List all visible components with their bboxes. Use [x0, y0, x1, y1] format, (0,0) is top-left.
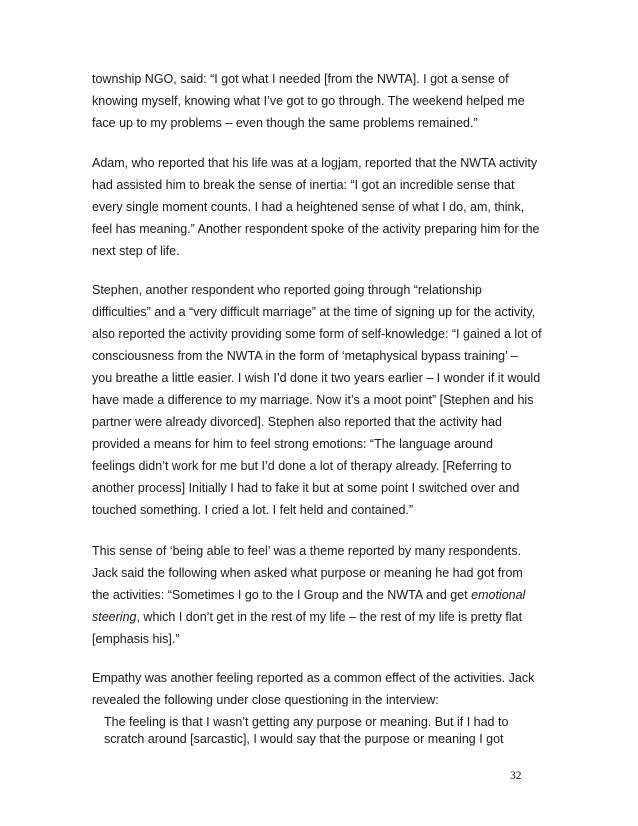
- text-line: township NGO, said: “I got what I needed [from the NWTA]. I got a sense of: [92, 72, 509, 86]
- page-number: 32: [510, 770, 522, 782]
- quote-line: The feeling is that I wasn’t getting any purpose or meaning. But if I had to: [104, 715, 509, 729]
- text-line: touched something. I cried a lot. I felt held and contained.”: [92, 503, 414, 517]
- block-quote: [104, 714, 544, 748]
- text-line: Adam, who reported that his life was at a logjam, reported that the NWTA activity: [92, 156, 538, 170]
- text-line: partner were already divorced]. Stephen also reported that the activity had: [92, 415, 502, 429]
- text-line: had assisted him to break the sense of inertia: “I got an incredible sense that: [92, 178, 515, 192]
- emphasis-text: emotional: [471, 588, 526, 602]
- text-line: you breathe a little easier. I wish I’d done it two years earlier – I wonder if it would: [92, 371, 541, 385]
- text-line: [92, 606, 552, 628]
- text-line: also reported the activity providing some form of self-knowledge: “I gained a lot of: [92, 327, 542, 341]
- text-line: This sense of ‘being able to feel’ was a theme reported by many respondents.: [92, 544, 521, 558]
- text-line: [emphasis his].”: [92, 632, 180, 646]
- text-line: another process] Initially I had to fake it but at some point I switched over and: [92, 481, 520, 495]
- paragraph-5: [92, 667, 552, 711]
- text-line: Jack said the following when asked what purpose or meaning he had got from: [92, 566, 523, 580]
- text-line: difficulties” and a “very difficult marriage” at the time of signing up for the activity,: [92, 305, 536, 319]
- text-line-part: the activities: “Sometimes I go to the I Group and the NWTA and get: [92, 588, 472, 602]
- quote-line: scratch around [sarcastic], I would say that the purpose or meaning I got: [104, 732, 504, 746]
- text-line: every single moment counts. I had a heightened sense of what I do, am, think,: [92, 200, 525, 214]
- text-line: revealed the following under close questioning in the interview:: [92, 693, 439, 707]
- text-line: consciousness from the NWTA in the form of ‘metaphysical bypass training’ –: [92, 349, 518, 363]
- text-line: feel has meaning.” Another respondent spoke of the activity preparing him for the: [92, 222, 540, 236]
- text-line: feelings didn’t work for me but I’d done a lot of therapy already. [Referring to: [92, 459, 512, 473]
- text-line: next step of life.: [92, 244, 180, 258]
- text-line: knowing myself, knowing what I’ve got to go through. The weekend helped me: [92, 94, 525, 108]
- text-line: [92, 584, 552, 606]
- paragraph-1: [92, 68, 552, 134]
- text-line: Empathy was another feeling reported as a common effect of the activities. Jack: [92, 671, 535, 685]
- paragraph-2: [92, 152, 552, 262]
- paragraph-3: [92, 279, 552, 521]
- paragraph-4: [92, 540, 552, 650]
- text-line-part: , which I don’t get in the rest of my life – the rest of my life is pretty flat: [136, 610, 523, 624]
- emphasis-text: steering: [92, 610, 137, 624]
- text-line: provided a means for him to feel strong emotions: “The language around: [92, 437, 493, 451]
- text-line: face up to my problems – even though the same problems remained.”: [92, 116, 478, 130]
- text-line: have made a difference to my marriage. Now it’s a moot point” [Stephen and his: [92, 393, 534, 407]
- text-line: Stephen, another respondent who reported going through “relationship: [92, 283, 482, 297]
